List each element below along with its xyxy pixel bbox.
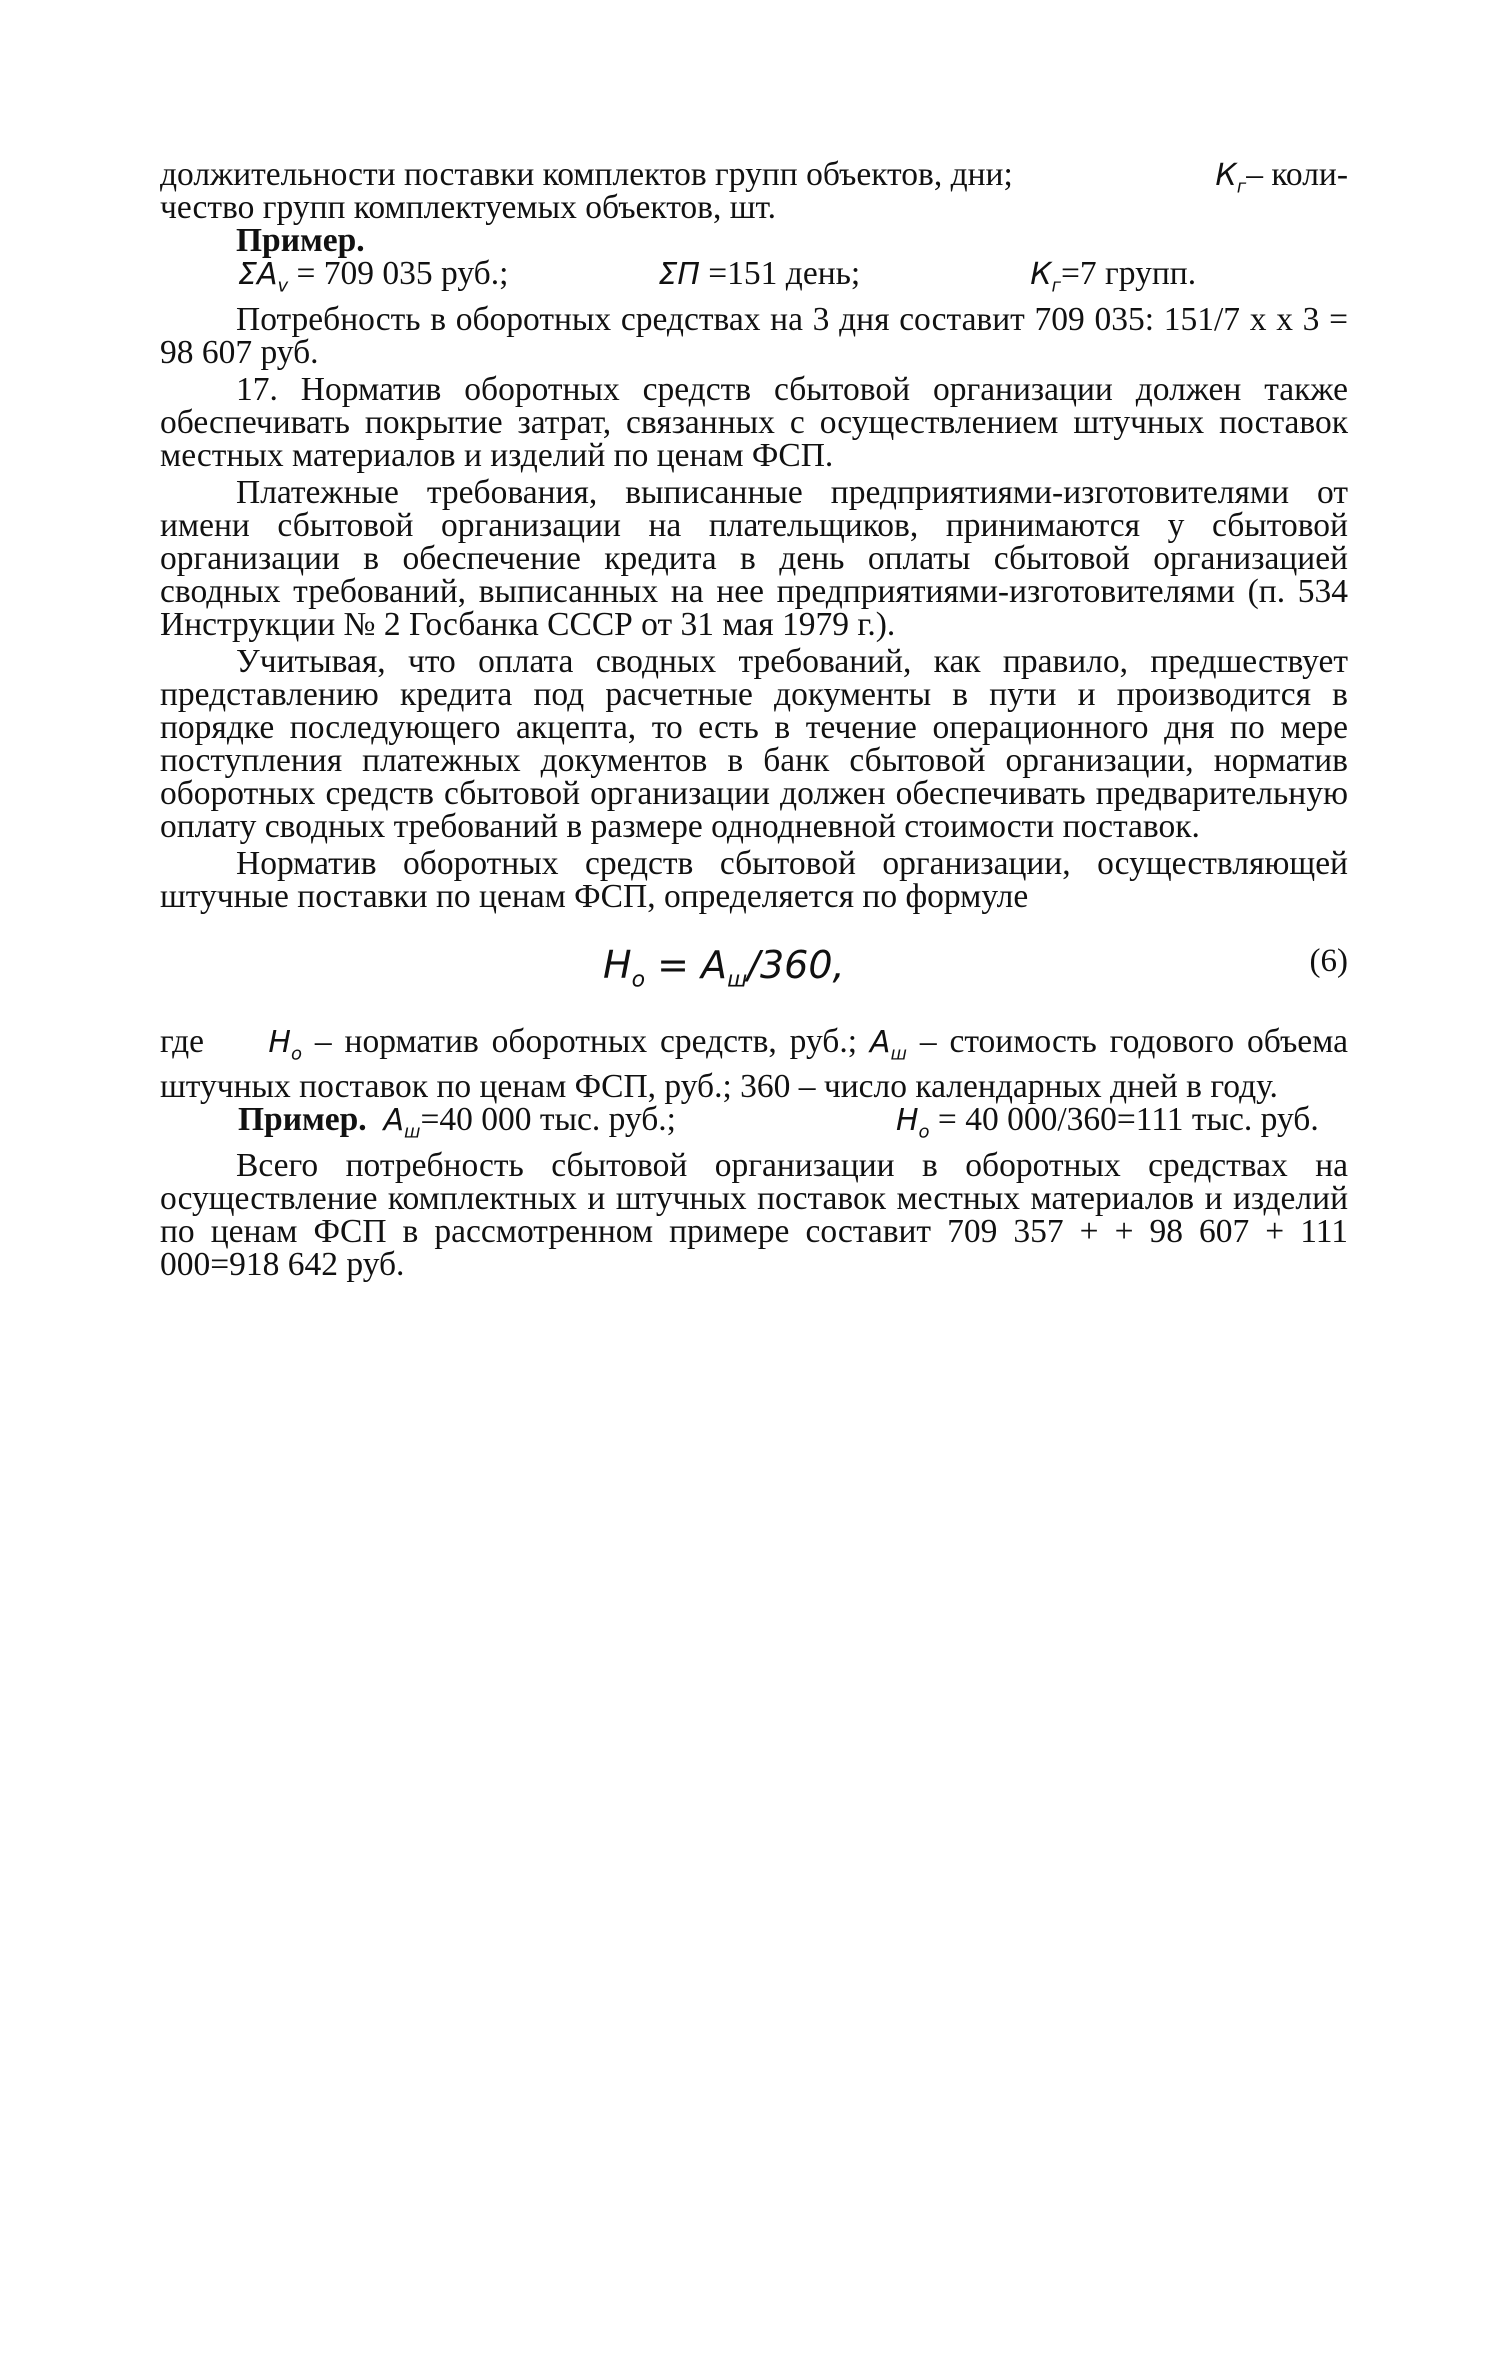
payment-requirements-paragraph: Платежные требования, выписанные предприятиями-изготовителями от имени сбытовой организации на плательщиков, принимаются у сбытовой организации в обеспечение кредита в день оплаты сбытовой организацией сводных требований, выписанных на нее предприятиями-изготовителями (п. 534 Инструкции № 2 Госбанка СССР от 31 мая 1979 г.). — [160, 473, 1348, 643]
continuation-line: должительности поставки комплектов групп объектов, дни; — [160, 156, 1013, 193]
paragraph-17: 17. Норматив оборотных средств сбытовой организации должен также обеспечивать покрытие затрат, связанных с осуществлением штучных поставок местных материалов и изделий по ценам ФСП. — [160, 370, 1348, 474]
considering-paragraph: Учитывая, что оплата сводных требований, как правило, предшествует представлению кредита под расчетные документы в пути и производится в порядке последующего акцепта, то есть в течение операционного дня по мере поступления платежных документов в банк сбытовой организации, норматив оборотных средств сбытовой организации должен обеспечивать предварительную оплату сводных требований в размере однодневной стоимости поставок. — [160, 642, 1348, 845]
formula-legend: где $Н_о$ – норматив оборотных средств, руб.; $А_ш$ – стоимость годового объема штучных поставок по ценам ФСП, руб.; 360 – число календарных дней в году. — [160, 1022, 1349, 1106]
need-calculation: Потребность в оборотных средствах на 3 дня составит 709 035: 151/7 х х 3 = 98 607 руб. — [160, 300, 1348, 371]
a-sh-value: $А_ш=40$ 000 тыс. руб.; — [383, 1101, 676, 1144]
kg-formula: $К_г=7$ групп. — [1030, 255, 1197, 297]
formula-6 — [160, 941, 1348, 1007]
continuation-line-2: чество групп комплектуемых объектов, шт. — [160, 189, 777, 226]
continuation-paragraph — [160, 158, 1348, 224]
example-1-values — [160, 257, 1348, 303]
sum-p-formula: ΣП =151 день; — [658, 255, 861, 292]
total-paragraph: Всего потребность сбытовой организации в оборотных средствах на осуществление комплектных и штучных поставок местных материалов и изделий по ценам ФСП в рассмотренном примере составит 709 357 + + 98 607 + 111 000=918 642 руб. — [160, 1147, 1348, 1284]
kg-definition: $К_г-$ коли- — [1215, 156, 1348, 198]
formula-expression: $Н_о = А_ш/360$, — [603, 942, 845, 993]
sum-a-formula: $\Sigma А_v = 709$ 035 руб.; — [238, 255, 509, 297]
example-2-values: Пример. $А_ш=40$ 000 тыс. руб.; $Н_о = 40$ 000/360=111 тыс. руб. — [160, 1103, 1348, 1149]
example-1-label: Пример. — [236, 222, 365, 259]
text-body — [160, 156, 1349, 1284]
h-o-value: $Н_о = 40$ 000/360=111 тыс. руб. — [895, 1101, 1319, 1144]
norm-paragraph: Норматив оборотных средств сбытовой организации, осуществляющей штучные поставки по ценам ФСП, определяется по формуле — [160, 844, 1348, 915]
equation-number: (6) — [1309, 942, 1348, 979]
